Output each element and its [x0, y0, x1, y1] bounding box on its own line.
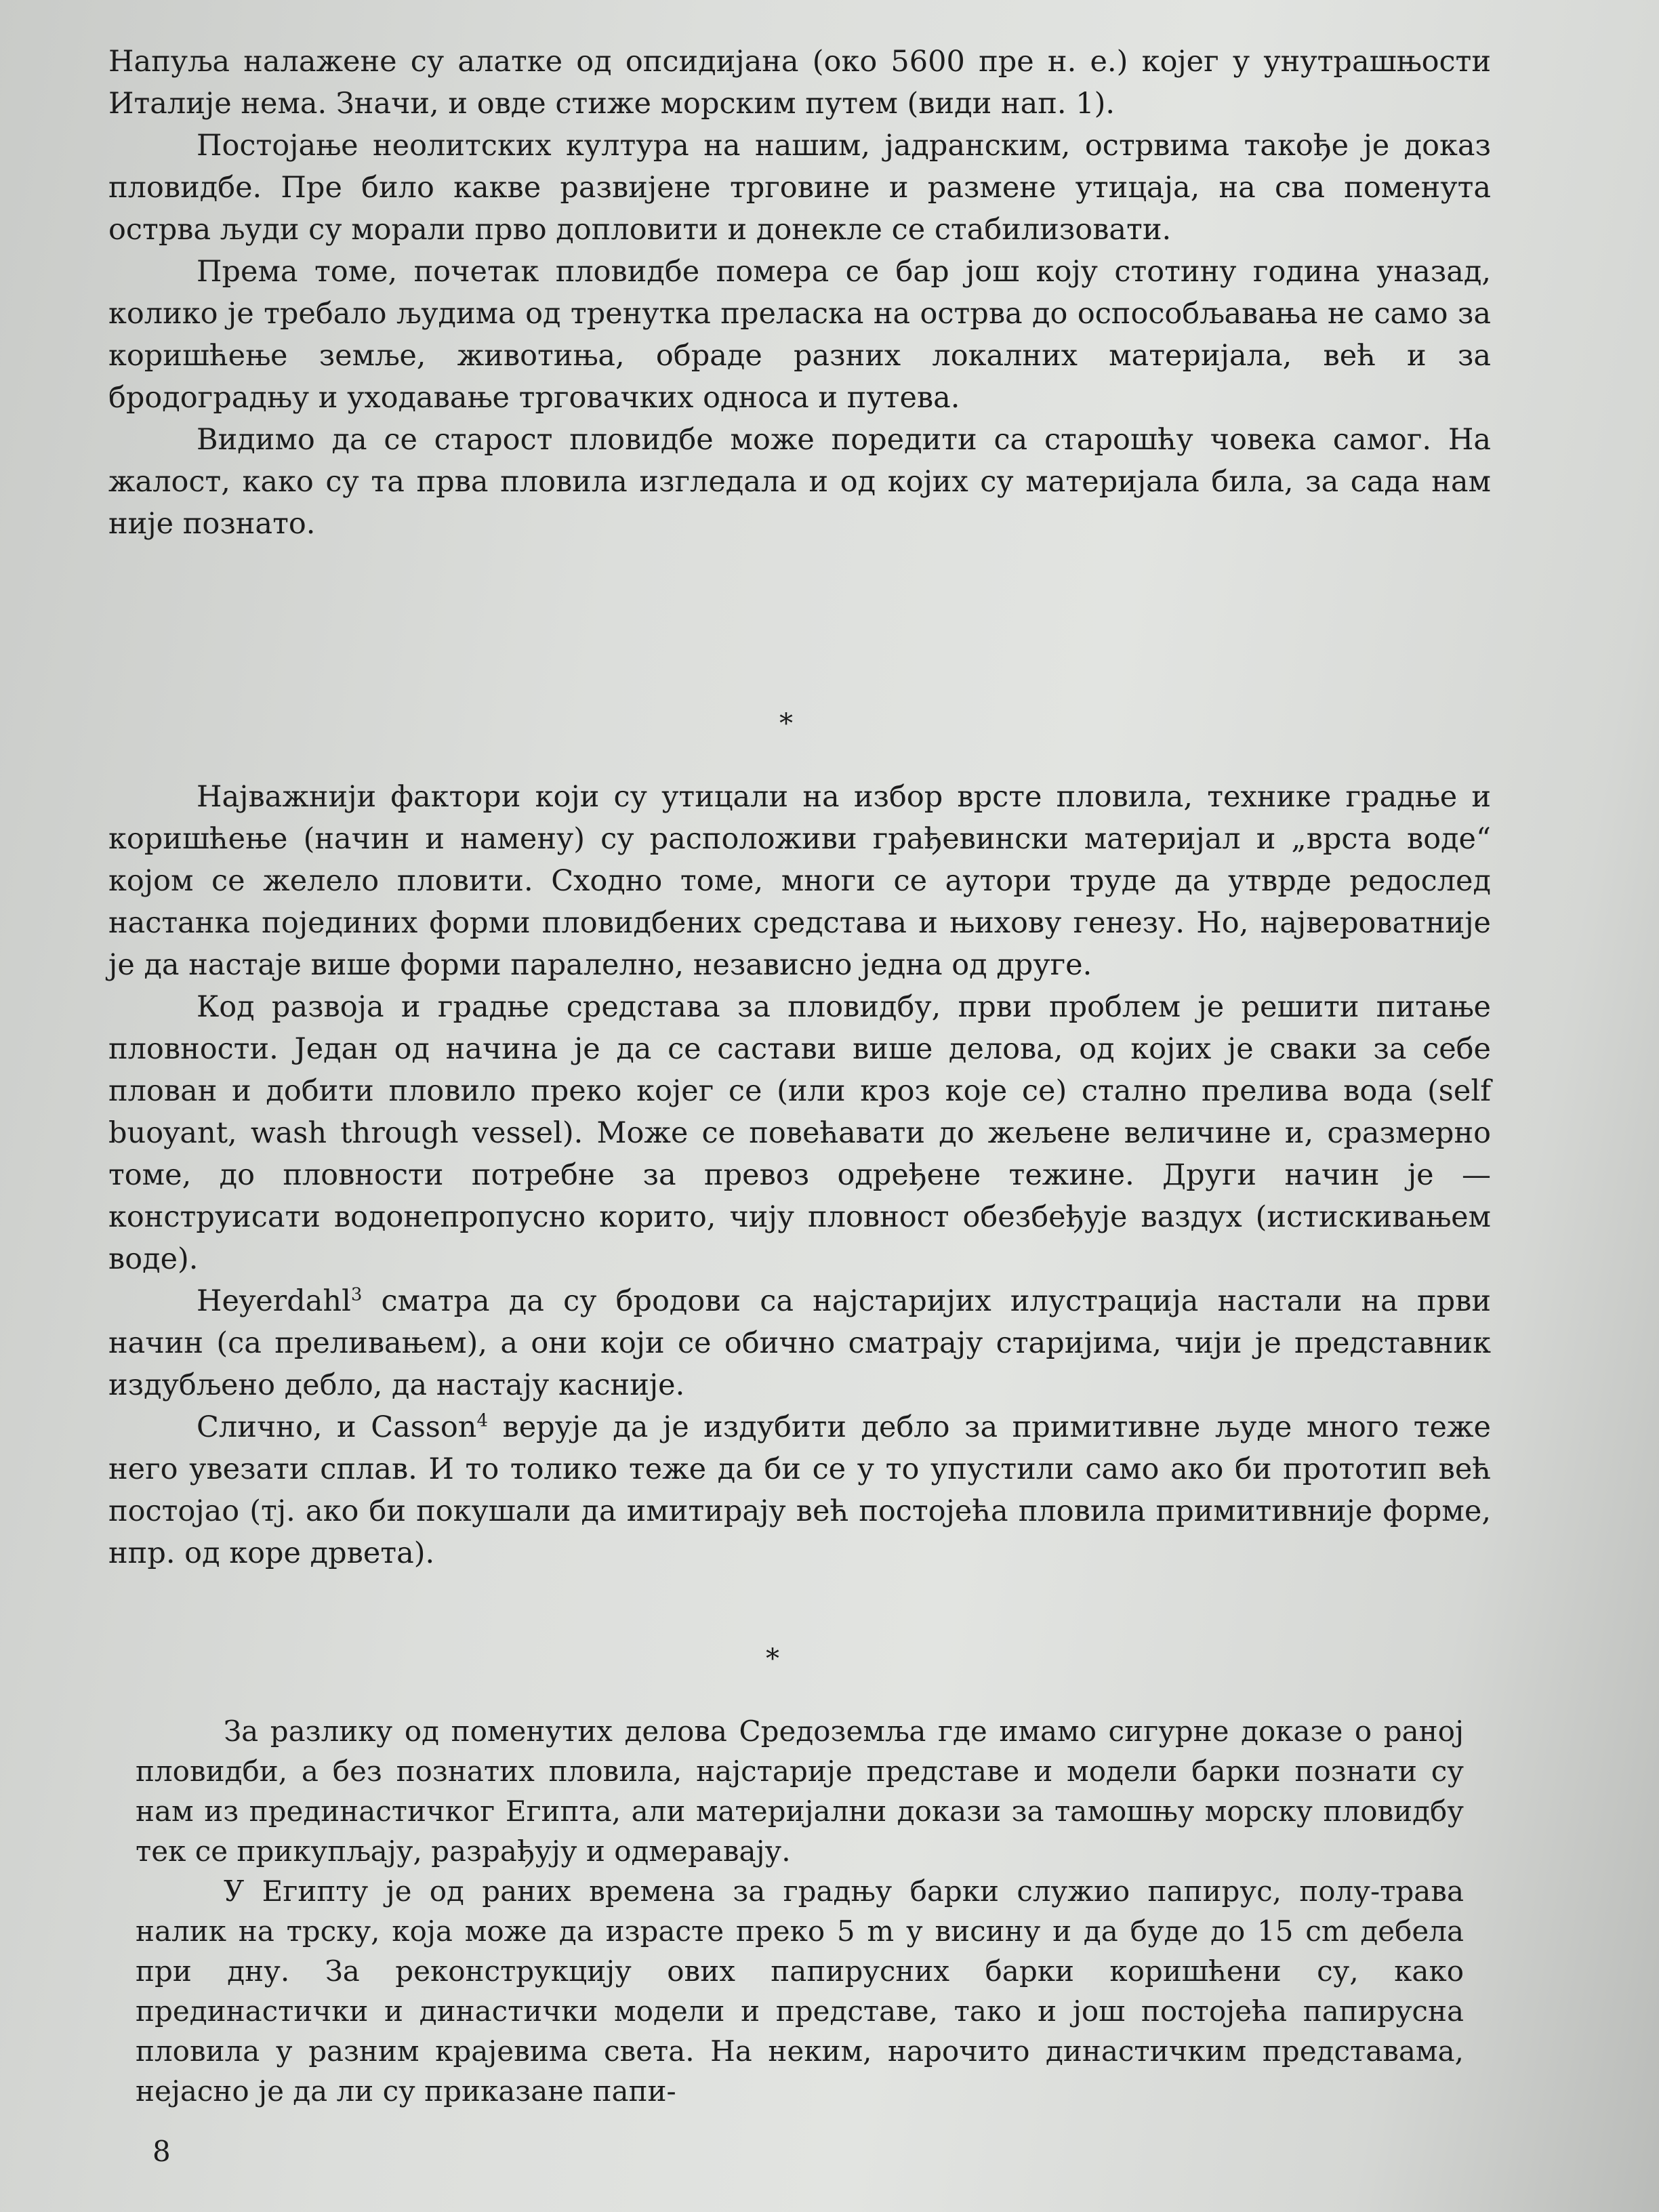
paragraph-text: сматра да су бродови са најстаријих илустрација настали на први начин (са преливањем), а они који се обично сматрају старијима, чији је представник издубљено дебло, да настају касније.: [108, 1284, 1491, 1402]
author-name: Casson: [371, 1410, 477, 1444]
paragraph-lead: Слично, и: [197, 1410, 371, 1444]
paragraph-navigation-start: Према томе, почетак пловидбе помера се бар још коју стотину година уназад, колико је требало људима од тренутка преласка на острва до оспособљавања не само за коришћење земље, животиња, обраде разних локалних материјала, већ и за бродоградњу и уходавање трговачких односа и путева.: [108, 255, 1491, 415]
section-egypt: [136, 1711, 1464, 2111]
section-vessel-factors: [108, 776, 1491, 1574]
footnote-ref: 4: [476, 1410, 488, 1431]
paragraph-naples-obsidian: Напуља налажене су алатке од опсидијана (око 5600 пре н. е.) којег у унутрашњости Италије нема. Значи, и овде стиже морским путем (види нап. 1).: [108, 45, 1491, 121]
paragraph-predynastic-egypt: За разлику од поменутих делова Средоземља где имамо сигурне доказе о раној пловидби, а без познатих пловила, најстарије представе и модели барки познати су нам из прединастичког Египта, али материјални докази за тамошњу морску пловидбу тек се прикупљају, разрађују и одмеравају.: [136, 1715, 1464, 1868]
book-page: [95, 41, 1511, 2175]
section-obsidian-evidence: [108, 41, 1491, 545]
paragraph-buoyancy: Код развоја и градње средстава за пловидбу, први проблем је решити питање пловности. Један од начина је да се састави више делова, од којих је сваки за себе плован и добити пловило преко којег се (или кроз које се) стално прелива вода (self buoyant, wash through vessel). Може се повећавати до жељене величине и, сразмерно томе, до пловности потребне за превоз одређене тежине. Други начин је — конструисати водонепропусно корито, чију пловност обезбеђује ваздух (истискивањем воде).: [108, 990, 1491, 1276]
page-number: 8: [152, 2135, 171, 2168]
paragraph-text: верује да је издубити дебло за примитивне људе много теже него увезати сплав. И то толико теже да би се у то упустили само ако би прототип већ постојао (тј. ако би покушали да имитирају већ постојећа пловила примитивније форме, нпр. од коре дрвета).: [108, 1410, 1491, 1570]
footnote-ref: 3: [350, 1284, 363, 1305]
paragraph-casson: [108, 1406, 1491, 1574]
paragraph-key-factors: Најважнији фактори који су утицали на избор врсте пловила, технике градње и коришћење (начин и намену) су расположиви грађевински материјал и „врста воде“ којом се желело пловити. Сходно томе, многи се аутори труде да утврде редослед настанка појединих форми пловидбених средстава и њихову генезу. Но, највероватније је да настаје више форми паралелно, независно једна од друге.: [108, 780, 1491, 982]
paragraph-heyerdahl: [108, 1280, 1491, 1406]
paragraph-papyrus-boats: У Египту је од раних времена за градњу барки служио папирус, полу-трава налик на трску, која може да израсте преко 5 m у висину и да буде до 15 cm дебела при дну. За реконструкцију ових папирусних барки коришћени су, како прединастички и династички модели и представе, тако и још постојећа папирусна пловила у разним крајевима света. На неким, нарочито династичким представама, нејасно је да ли су приказане папи-: [136, 1875, 1464, 2108]
section-separator: *: [766, 1643, 779, 1675]
author-name: Heyerdahl: [197, 1284, 351, 1318]
paragraph-age-of-navigation: Видимо да се старост пловидбе може поредити са старошћу човека самог. На жалост, како су та прва пловила изгледала и од којих су материјала била, за сада нам није познато.: [108, 423, 1491, 541]
section-separator: *: [779, 708, 793, 739]
paragraph-adriatic-islands: Постојање неолитских култура на нашим, јадранским, острвима такође је доказ пловидбе. Пре било какве развијене трговине и размене утицаја, на сва поменута острва људи су морали прво допловити и донекле се стабилизовати.: [108, 129, 1491, 247]
